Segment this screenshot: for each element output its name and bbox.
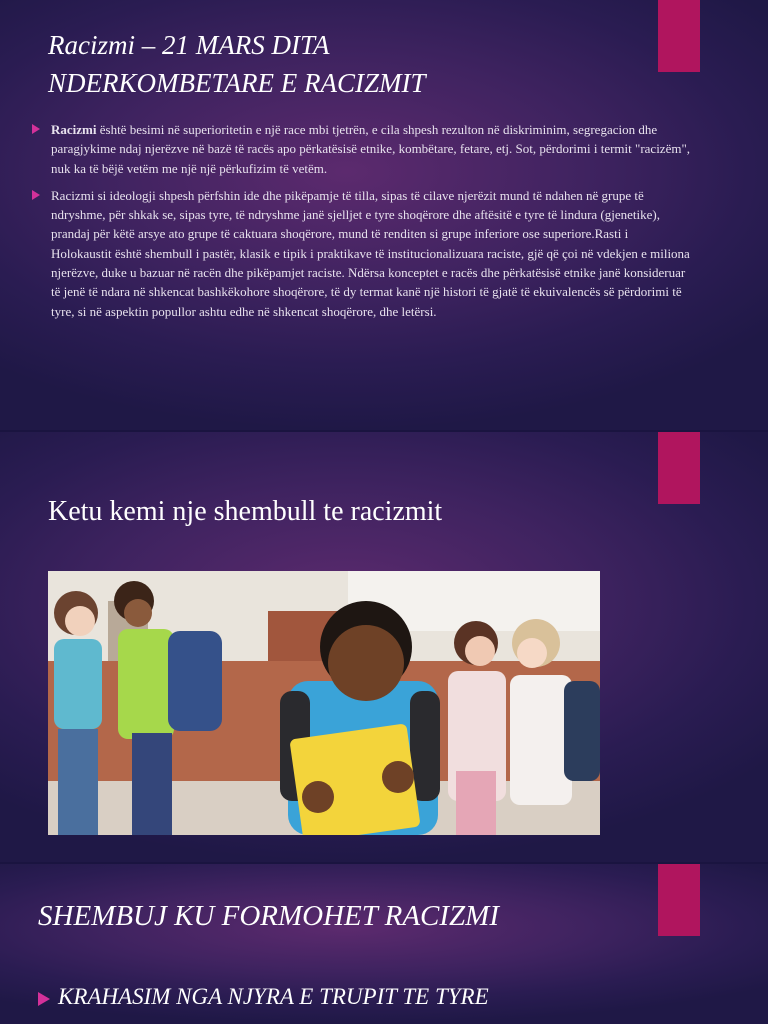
slide-3 bbox=[0, 864, 768, 1024]
bullet-arrow-icon bbox=[32, 190, 40, 200]
slide-1 bbox=[0, 0, 768, 430]
bullet-text: KRAHASIM NGA NJYRA E TRUPIT TE TYRE bbox=[58, 984, 489, 1009]
accent-bar bbox=[658, 864, 700, 936]
title-line-2: NDERKOMBETARE E RACIZMIT bbox=[48, 68, 426, 98]
bullet-item bbox=[38, 984, 489, 1010]
slide-2-title: Ketu kemi nje shembull te racizmit bbox=[48, 496, 443, 527]
bullet-text: Racizmi si ideologji shpesh përfshin ide dhe pikëpamje të tilla, sipas të cilave njerëzit mund të ndahen në grupe të ndryshme, për shkak se, sipas tyre, të ndryshme janë sjelljet e tyre shoqërore dhe aftësitë e tyre të lindura (gjenetike), prandaj për këtë arsye ato grupe të caktuara shoqërore, mund të renditen si grupe inferiore ose superiore.Rasti i Holokaustit është shembull i pastër, klasik e tipik i praktikave të institucionalizuara raciste, gjë që çoi në vdekjen e miliona njerëzve, duke u bazuar në racën dhe pikëpamjet raciste. Ndërsa konceptet e racës dhe përkatësisë etnike janë konsideruar të jenë të ndara në shkencat bashkëkohore shoqërore, të dy termat kanë një histori të gjatë të ekuivalencës së përdorimi të tyre, si në aspektin popullor ashtu edhe në shkencat shoqërore, dhe letërsi. bbox=[51, 187, 690, 319]
accent-bar bbox=[658, 0, 700, 72]
bullet-item bbox=[32, 186, 692, 321]
slide-2 bbox=[0, 432, 768, 862]
slide-1-title bbox=[48, 26, 425, 102]
bullet-item bbox=[32, 120, 692, 178]
bullet-arrow-icon bbox=[38, 992, 50, 1006]
accent-bar bbox=[658, 432, 700, 504]
bullet-arrow-icon bbox=[32, 124, 40, 134]
bullet-list bbox=[32, 120, 692, 329]
title-line-1: Racizmi – 21 MARS DITA bbox=[48, 30, 330, 60]
photo-bullied-boy bbox=[48, 571, 600, 835]
slide-3-title: SHEMBUJ KU FORMOHET RACIZMI bbox=[38, 900, 499, 932]
bullet-bold-term: Racizmi bbox=[51, 122, 97, 137]
bullet-text: është besimi në superioritetin e një race mbi tjetrën, e cila shpesh rezulton në diskriminim, segregacion dhe paragjykime ndaj njerëzve në bazë të racës apo përkatësisë etnike, kombëtare, fetare, etj. Sot, përdorimi i termit "racizëm", nuk ka të bëjë vetëm me një një përkufizim të vetëm. bbox=[51, 122, 691, 176]
